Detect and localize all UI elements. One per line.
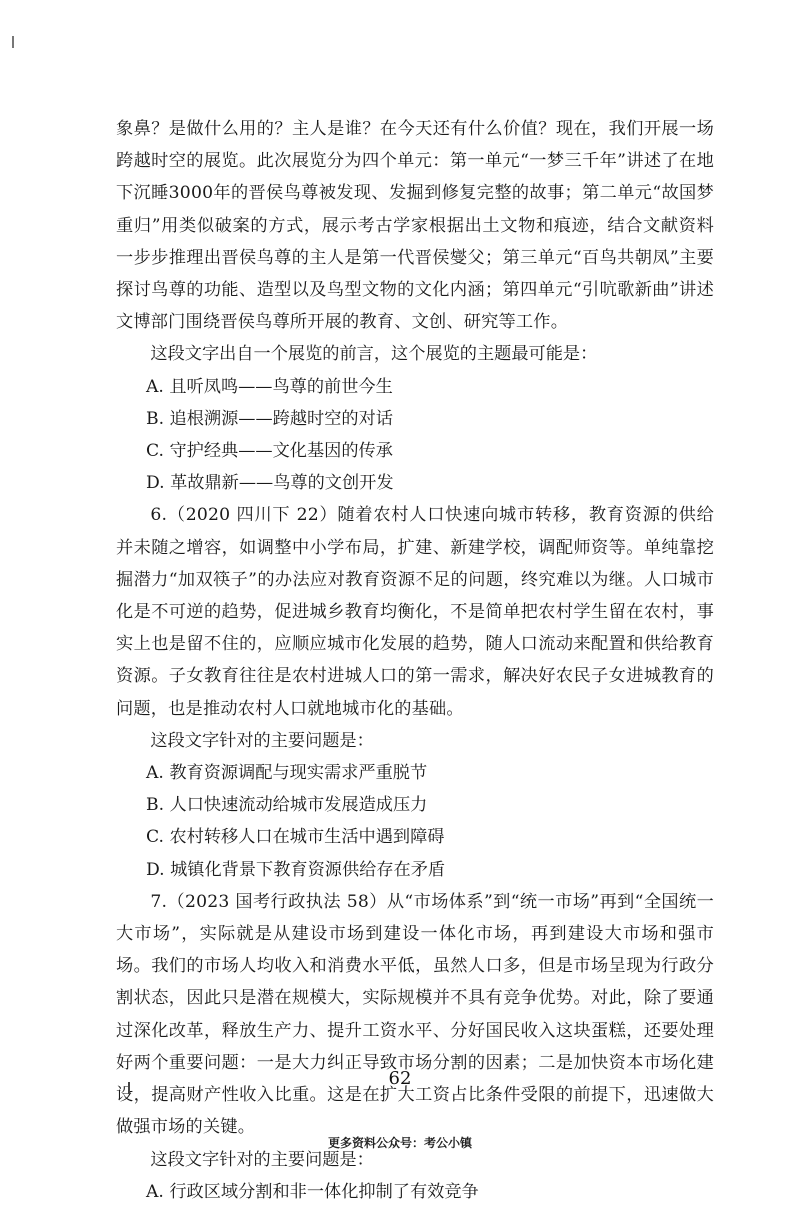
q5-option-d: D. 革故鼎新——鸟尊的文创开发 [146, 473, 394, 494]
q6-option-b: B. 人口快速流动给城市发展造成压力 [146, 795, 428, 816]
q5-stem: 这段文字出自一个展览的前言，这个展览的主题最可能是： [150, 344, 598, 365]
q5-option-c: C. 守护经典——文化基因的传承 [146, 441, 393, 462]
scan-margin-mark [128, 1082, 133, 1094]
page-number: 62 [388, 1068, 412, 1089]
q6-option-d: D. 城镇化背景下教育资源供给存在矛盾 [146, 859, 446, 880]
page-content [116, 113, 714, 1208]
q6-option-a: A. 教育资源调配与现实需求严重脱节 [146, 763, 428, 784]
q6-stem: 这段文字针对的主要问题是： [150, 730, 374, 751]
q5-option-a: A. 且听凤鸣——鸟尊的前世今生 [146, 376, 393, 397]
q7-passage: 7.（2023 国考行政执法 58）从“市场体系”到“统一市场”再到“全国统一大市场”，实际就是从建设市场到建设一体化市场，再到建设大市场和强市场。我们的市场人均收入和消费水平低，虽然人口多，但是市场呈现为行政分割状态，因此只是潜在规模大，实际规模并不具有竞争优势。对此，除了要通过深化改革，释放生产力、提升工资水平、分好国民收入这块蛋糕，还要处理好两个重要问题：一是大力纠正导致市场分割的因素；二是加快资本市场化建设，提高财产性收入比重。这是在扩大工资占比条件受限的前提下，迅速做大做强市场的关键。 [116, 891, 714, 1138]
q6-option-c: C. 农村转移人口在城市生活中遇到障碍 [146, 827, 445, 848]
q6-passage: 6.（2020 四川下 22）随着农村人口快速向城市转移，教育资源的供给并未随之增容，如调整中小学布局，扩建、新建学校，调配师资等。单纯靠挖掘潜力“加双筷子”的办法应对教育资源不足的问题，终究难以为继。人口城市化是不可逆的趋势，促进城乡教育均衡化，不是简单把农村学生留在农村，事实上也是留不住的，应顺应城市化发展的趋势，随人口流动来配置和供给教育资源。子女教育往往是农村进城人口的第一需求，解决好农民子女进城教育的问题，也是推动农村人口就地城市化的基础。 [116, 505, 714, 719]
q7-stem: 这段文字针对的主要问题是： [150, 1149, 374, 1170]
scan-corner-mark [12, 36, 20, 48]
passage-continuation: 象鼻？是做什么用的？主人是谁？在今天还有什么价值？现在，我们开展一场跨越时空的展览。此次展览分为四个单元：第一单元“一梦三千年”讲述了在地下沉睡3000年的晋侯鸟尊被发现、发掘到修复完整的故事；第二单元“故国梦重归”用类似破案的方式，展示考古学家根据出土文物和痕迹，结合文献资料一步步推理出晋侯鸟尊的主人是第一代晋侯燮父；第三单元“百鸟共朝凤”主要探讨鸟尊的功能、造型以及鸟型文物的文化内涵；第四单元“引吭歌新曲”讲述文博部门围绕晋侯鸟尊所开展的教育、文创、研究等工作。 [116, 119, 714, 333]
q7-option-a: A. 行政区域分割和非一体化抑制了有效竞争 [146, 1181, 479, 1202]
footer-watermark-text: 更多资料公众号：考公小镇 [327, 1136, 472, 1150]
q5-option-b: B. 追根溯源——跨越时空的对话 [146, 408, 393, 429]
